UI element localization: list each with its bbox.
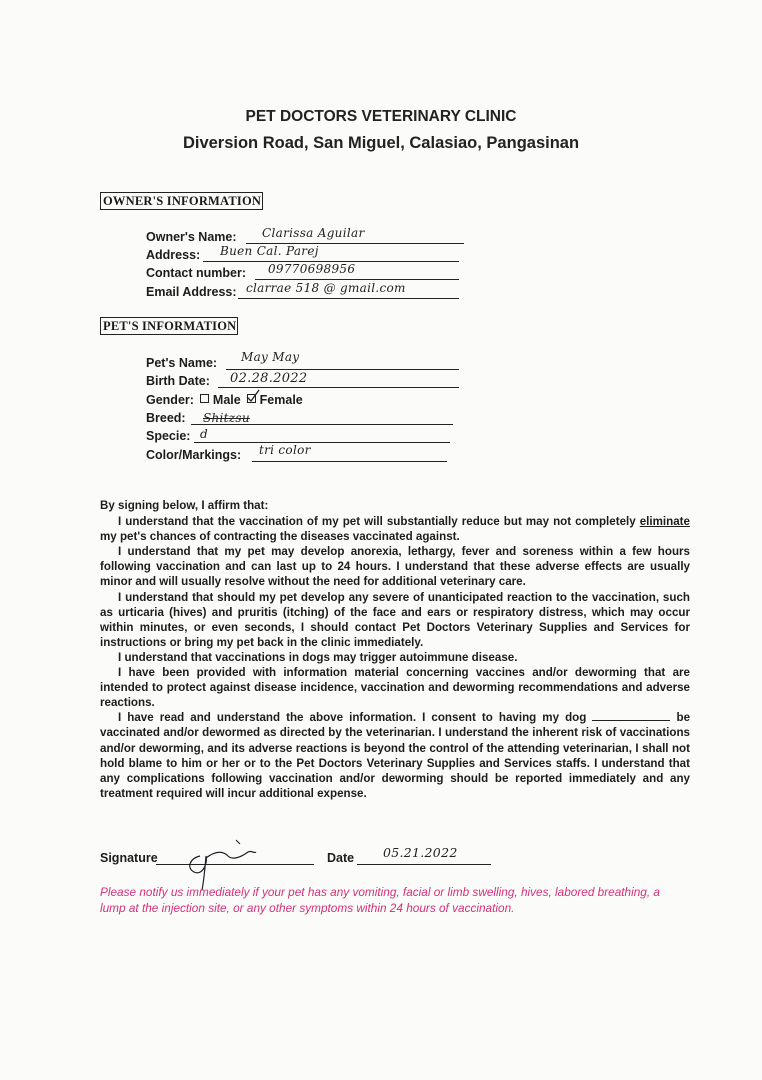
date-label: Date <box>327 851 355 865</box>
owner-contact-value[interactable]: 09770698956 <box>268 262 356 276</box>
gender-label: Gender: <box>146 393 194 407</box>
owner-address-label: Address: <box>146 248 201 262</box>
clinic-name: PET DOCTORS VETERINARY CLINIC <box>245 108 517 125</box>
checkmark-icon <box>246 389 260 403</box>
owner-name-value[interactable]: Clarissa Aguilar <box>262 226 365 240</box>
date-value[interactable]: 05.21.2022 <box>383 845 458 860</box>
owner-contact-line <box>255 279 459 280</box>
birth-date-value[interactable]: 02.28.2022 <box>230 371 308 386</box>
consent-paragraph-3: I understand that should my pet develop any severe of unanticipated reaction to the vaccination, such as urticaria (hives) and pruritis (itching) of the face and ears or respiratory distress, which may occur within minutes, or even seconds, I should contact Pet Doctors Veterinary Supplies and Services for instructions or bring my pet back in the clinic immediately. <box>100 590 690 649</box>
owner-email-label: Email Address: <box>146 285 237 299</box>
gender-male-label: Male <box>212 393 241 407</box>
consent-statements <box>100 498 690 801</box>
vaccination-notice: Please notify us immediately if your pet has any vomiting, facial or limb swelling, hives, labored breathing, a lump at the injection site, or any other symptoms within 24 hours of vaccination. <box>100 885 660 915</box>
gender-row <box>146 393 303 407</box>
gender-male-checkbox[interactable] <box>200 394 209 403</box>
pet-name-line <box>226 369 459 370</box>
owner-contact-label: Contact number: <box>146 266 246 280</box>
breed-label: Breed: <box>146 411 186 425</box>
dog-name-blank[interactable] <box>592 710 670 721</box>
specie-value[interactable]: d <box>200 427 208 441</box>
gender-female-label: Female <box>259 393 303 407</box>
signature-label: Signature <box>100 851 158 865</box>
owner-email-line <box>238 298 459 299</box>
consent-paragraph-1: I understand that the vaccination of my pet will substantially reduce but may not completely eliminate my pet's chances of contracting the diseases vaccinated against. <box>100 515 690 544</box>
consent-intro: By signing below, I affirm that: <box>100 499 269 512</box>
owner-address-value[interactable]: Buen Cal. Parej <box>220 244 319 258</box>
clinic-address: Diversion Road, San Miguel, Calasiao, Pangasinan <box>182 134 580 152</box>
consent-paragraph-4: I understand that vaccinations in dogs may trigger autoimmune disease. <box>118 650 518 664</box>
consent-paragraph-2: I understand that my pet may develop anorexia, lethargy, fever and soreness within a few hours following vaccination and can last up to 24 hours. I understand that these adverse effects are usually minor and will usually resolve without the need for additional veterinary care. <box>100 545 690 589</box>
consent-paragraph-5: I have been provided with information material concerning vaccines and/or deworming that are intended to protect against disease incidence, vaccination and deworming recommendations and adverse reactions. <box>100 666 690 710</box>
owner-section-heading: OWNER'S INFORMATION <box>100 192 263 210</box>
consent-paragraph-6: I have read and understand the above information. I consent to having my dog be vaccinated and/or dewormed as directed by the veterinarian. I understand the inherent risk of vaccinations and/or deworming, and its adverse reactions is beyond the control of the attending veterinarian, I shall not hold blame to him or her or to the Pet Doctors Veterinary Supplies and Services staffs. I understand that any complications following vaccination and/or deworming should be reported immediately and any treatment required will incur additional expense. <box>100 711 691 800</box>
owner-email-value[interactable]: clarrae 518 @ gmail.com <box>246 281 406 295</box>
color-markings-line <box>252 461 447 462</box>
pet-name-label: Pet's Name: <box>146 356 218 370</box>
specie-label: Specie: <box>146 429 191 443</box>
breed-value[interactable]: Shitzsu <box>203 411 250 425</box>
color-markings-value[interactable]: tri color <box>259 443 311 457</box>
pet-name-value[interactable]: May May <box>241 350 300 364</box>
specie-line <box>194 442 450 443</box>
color-markings-label: Color/Markings: <box>146 448 242 462</box>
owner-name-label: Owner's Name: <box>146 230 237 244</box>
date-line <box>357 864 491 865</box>
birth-date-label: Birth Date: <box>146 374 210 388</box>
pet-section-heading: PET'S INFORMATION <box>100 317 238 335</box>
birth-date-line <box>218 387 459 388</box>
gender-female-checkbox[interactable] <box>247 394 256 403</box>
